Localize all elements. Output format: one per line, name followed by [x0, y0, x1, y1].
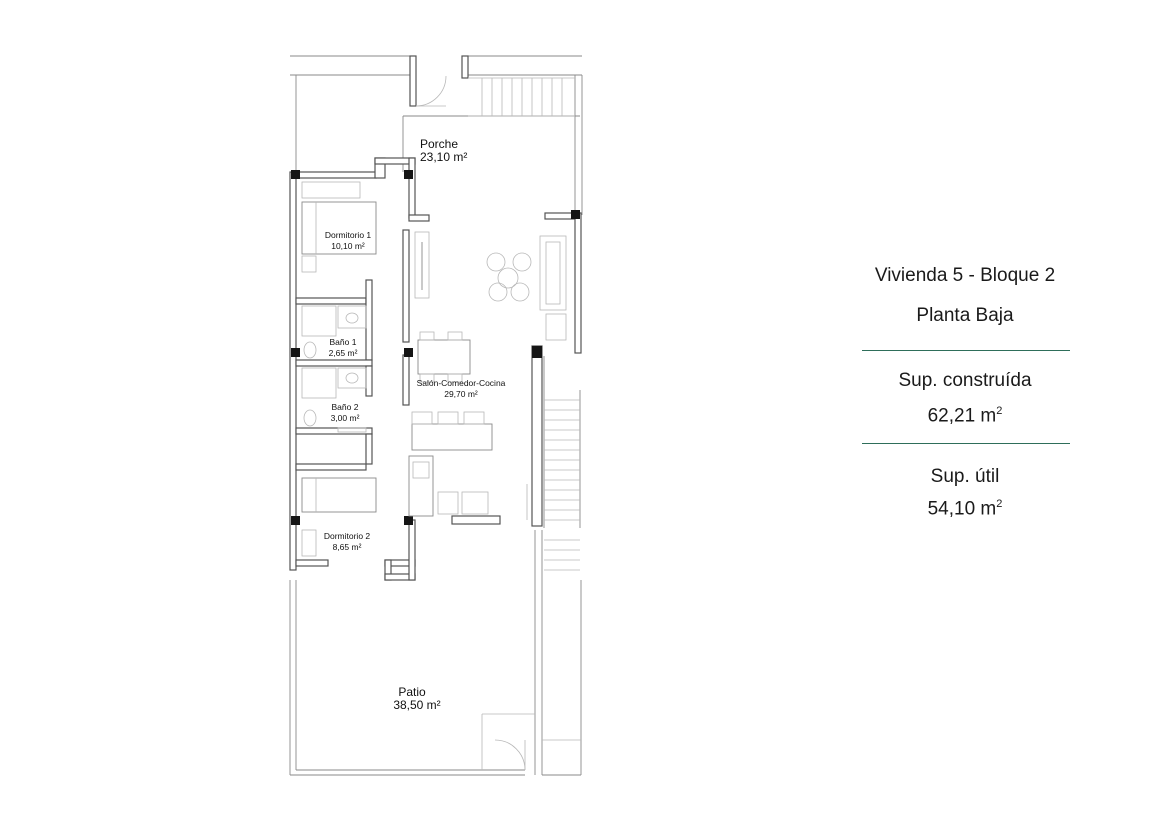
porch-boundary	[290, 56, 582, 215]
unit-exponent: 2	[996, 498, 1003, 510]
exterior-walls	[290, 158, 581, 580]
room-label-dormitorio-2	[324, 531, 371, 552]
unit-exponent: 2	[996, 405, 1003, 417]
room-label-bano-2	[331, 402, 360, 423]
room-name: Dormitorio 1	[324, 230, 372, 240]
room-label-patio	[393, 685, 440, 712]
useful-area-value	[850, 498, 1080, 520]
room-name: Dormitorio 2	[323, 531, 371, 541]
bed-1	[302, 182, 376, 272]
room-label-dormitorio-1	[325, 230, 372, 251]
built-area-value	[850, 405, 1080, 427]
room-label-porche	[420, 137, 467, 164]
room-area: 38,50 m²	[393, 698, 441, 712]
room-name: Baño 2	[331, 402, 359, 412]
useful-area-label: Sup. útil	[930, 466, 1000, 487]
room-name: Baño 1	[329, 337, 357, 347]
room-name: Porche	[420, 137, 459, 151]
divider	[862, 443, 1070, 444]
top-stairs	[468, 78, 575, 116]
room-label-bano-1	[329, 337, 358, 358]
interior-walls	[296, 280, 372, 470]
room-area: 29,70 m²	[444, 389, 478, 399]
divider	[862, 350, 1070, 351]
room-area: 8,65 m²	[332, 542, 362, 552]
floor-name: Planta Baja	[916, 305, 1014, 326]
dwelling-title: Vivienda 5 - Bloque 2	[874, 265, 1056, 286]
built-area-label: Sup. construída	[898, 370, 1032, 391]
room-area: 3,00 m²	[330, 413, 360, 423]
useful-area-number: 54,10 m	[927, 498, 997, 520]
living-furniture	[415, 232, 566, 340]
room-name: Patio	[398, 685, 426, 699]
room-area: 2,65 m²	[328, 348, 358, 358]
side-stairs	[544, 356, 580, 570]
kitchen	[409, 412, 527, 524]
patio-boundary	[290, 530, 581, 775]
room-area: 23,10 m²	[420, 150, 468, 164]
built-area-number: 62,21 m	[927, 405, 997, 427]
dining-table	[418, 332, 470, 382]
room-name: Salón-Comedor-Cocina	[416, 378, 506, 388]
room-label-salon	[417, 378, 506, 399]
room-area: 10,10 m²	[331, 241, 365, 251]
